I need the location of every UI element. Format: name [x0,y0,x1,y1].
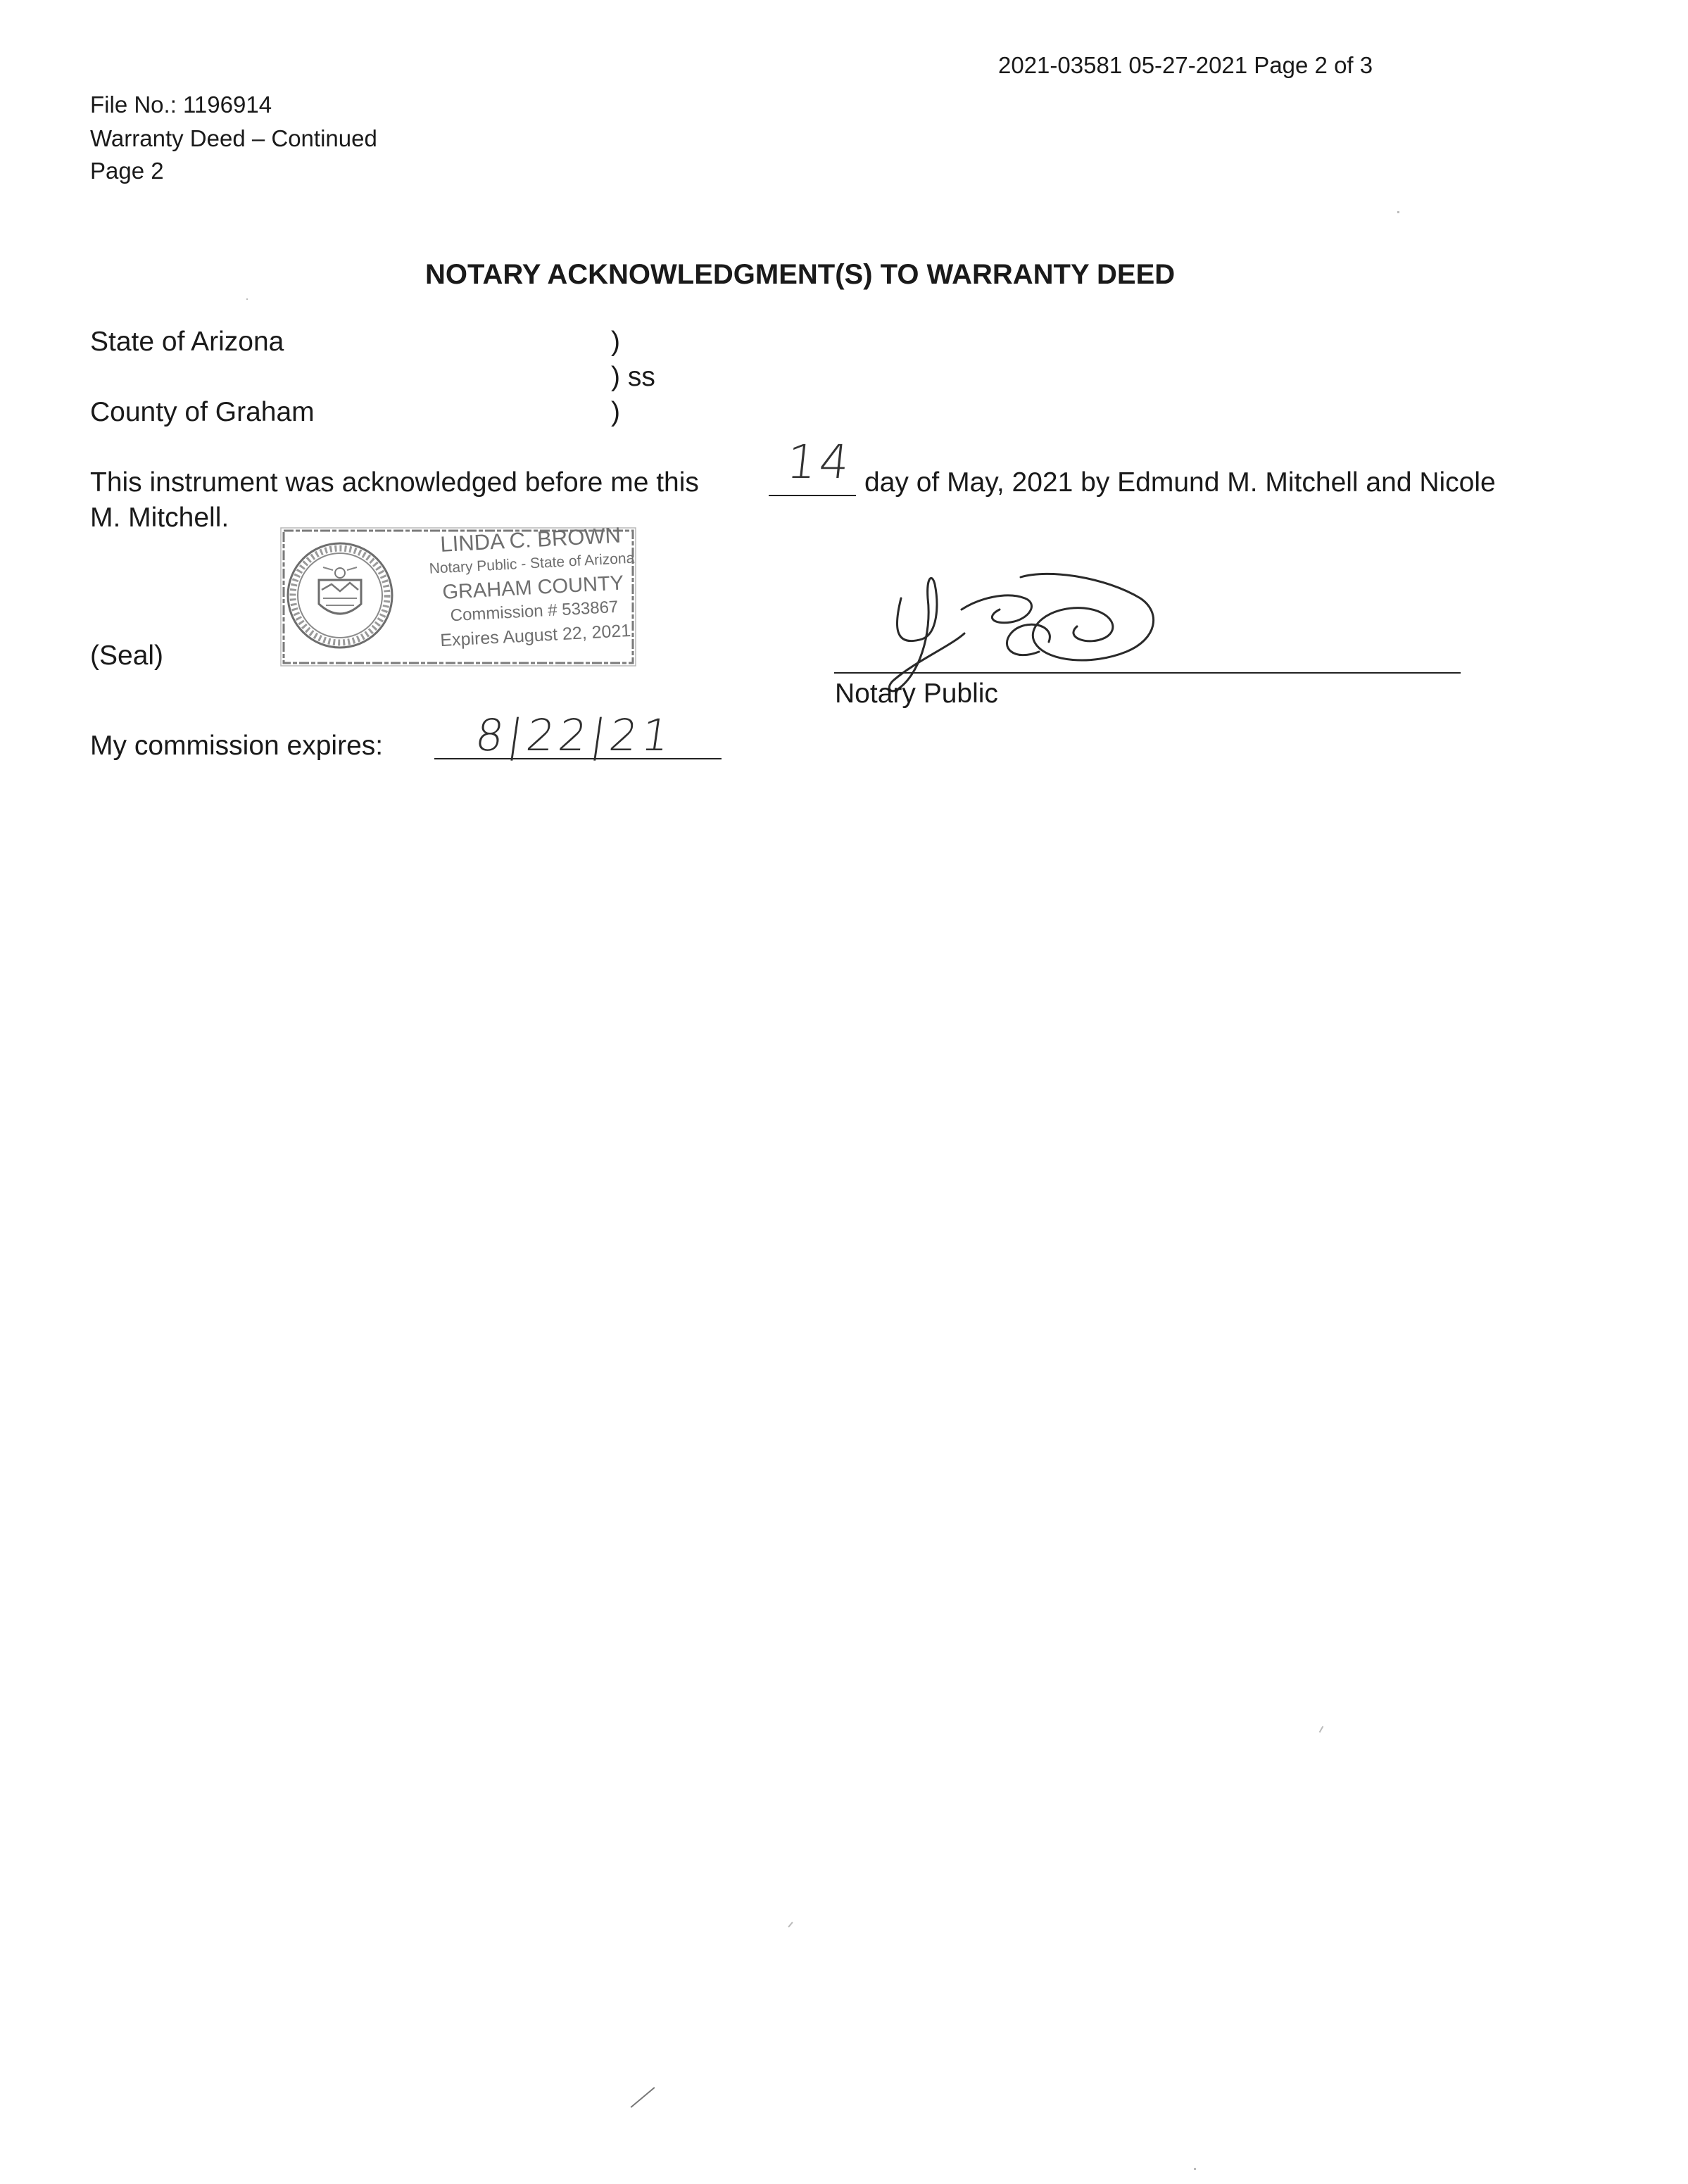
venue-ss: ) ss [611,362,655,392]
venue-paren-bottom: ) [611,397,620,427]
stamp-commission: Commission # 533867 [450,597,619,626]
signature-line [834,672,1461,674]
handwritten-commission-date: 8|22|21 [472,709,678,761]
venue-paren-top: ) [611,327,620,357]
notary-stamp [279,522,638,669]
scan-speck [1194,2168,1196,2170]
commission-label: My commission expires: [90,731,384,761]
stamp-county: GRAHAM COUNTY [441,572,624,604]
stamp-name: LINDA C. BROWN [439,522,622,557]
recording-info: 2021-03581 05-27-2021 Page 2 of 3 [998,52,1373,78]
acknowledgment-continuation: M. Mitchell. [90,503,229,533]
seal-label: (Seal) [90,640,164,671]
file-number: File No.: 1196914 [90,91,272,118]
venue-state: State of Arizona [90,327,284,357]
stamp-expiration: Expires August 22, 2021 [439,620,631,651]
acknowledgment-prefix: This instrument was acknowledged before me this [90,467,699,498]
page-title: NOTARY ACKNOWLEDGMENT(S) TO WARRANTY DEED [425,259,1176,290]
venue-county: County of Graham [90,397,315,427]
scan-speck [631,2087,655,2108]
stamp-title: Notary Public - State of Arizona [429,550,635,577]
scan-speck [788,1921,793,1927]
signature-label: Notary Public [835,678,998,709]
scan-speck [1397,211,1399,213]
page-label: Page 2 [90,158,164,184]
acknowledgment-middle: day of May, 2021 by Edmund M. Mitchell and Nicole [864,467,1496,498]
day-blank-line [769,495,856,496]
document-title-continued: Warranty Deed – Continued [90,125,377,151]
handwritten-day: 14 [783,435,855,489]
scan-speck [1319,1726,1324,1733]
scan-speck [246,298,248,300]
